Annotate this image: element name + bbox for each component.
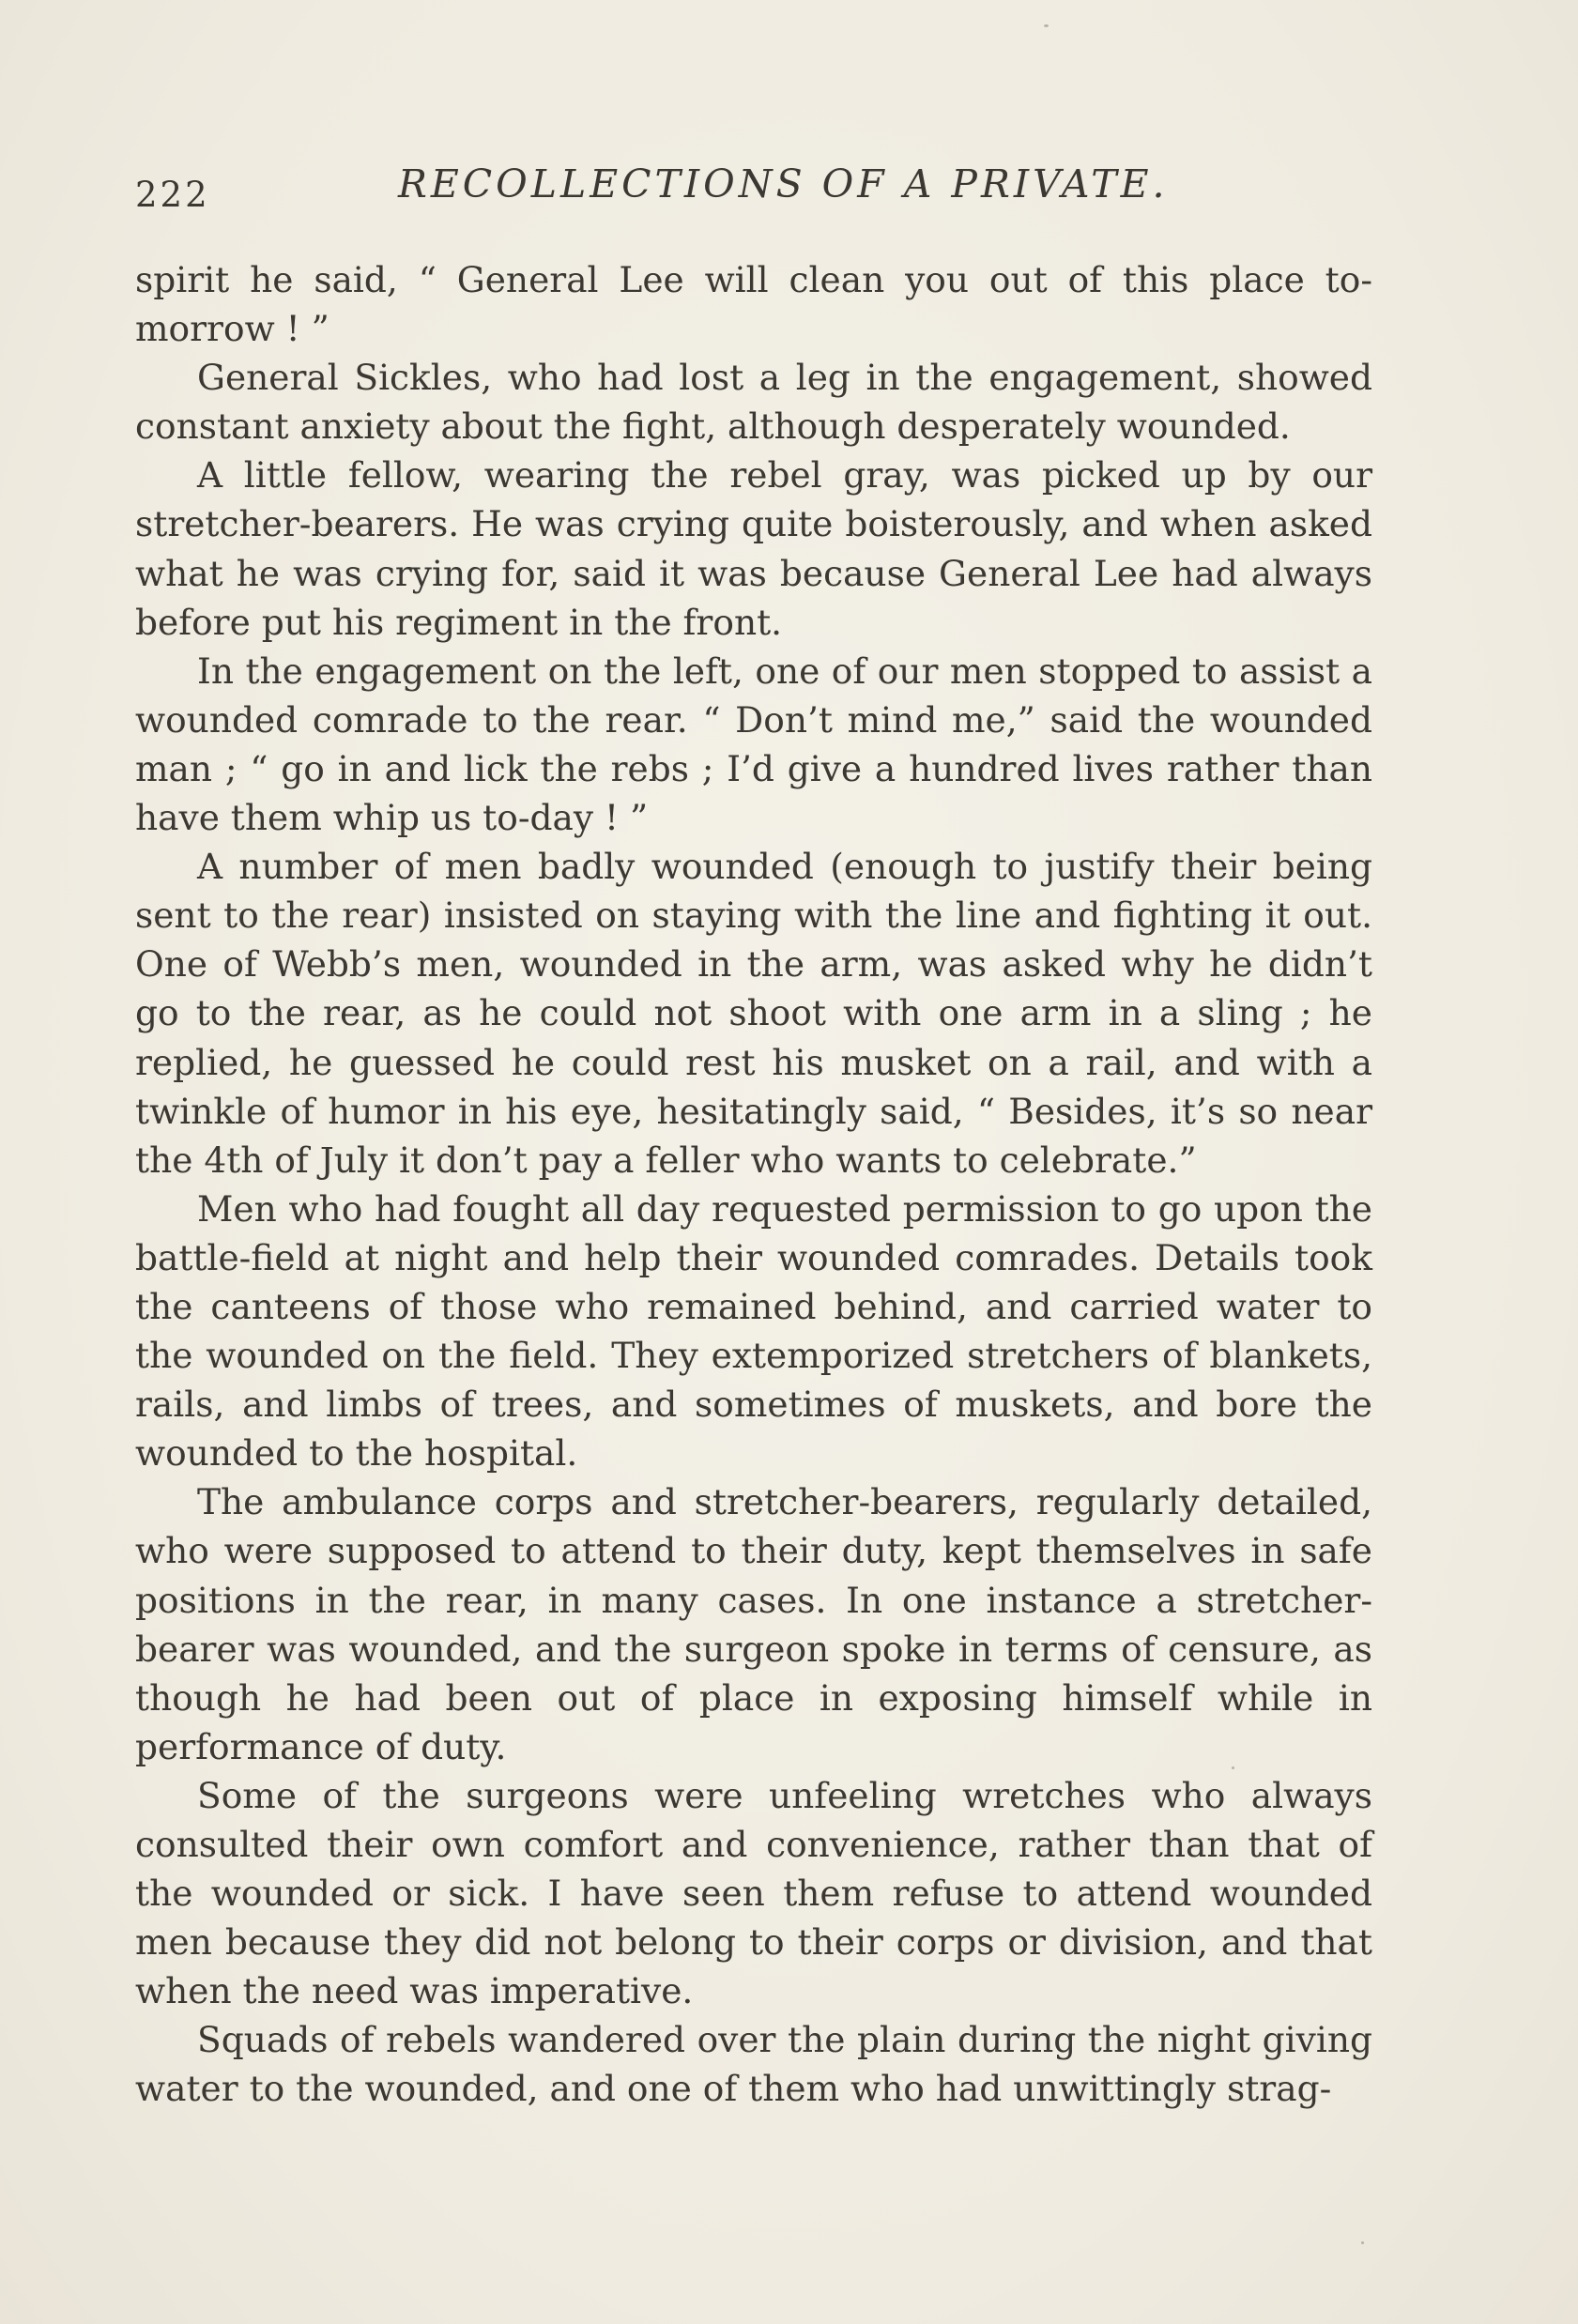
paper-speck bbox=[1044, 24, 1049, 27]
paragraph: Some of the surgeons were unfeeling wretches who always consulted their own comfort and convenience, rather than that of the wounded or sick. I have seen them refuse to attend wounded men because they did not belong to their corps or division, and that when the need was imperative. bbox=[135, 1774, 1372, 2012]
paragraph: Men who had fought all day requested permission to go upon the battle-field at night and help their wounded comrades. Details took the canteens of those who remained behind, and carried water to the wounded on the field. They extemporized stretchers of blankets, rails, and limbs of trees, and sometimes of muskets, and bore the wounded to the hospital. bbox=[135, 1187, 1372, 1475]
paragraph-continuation: spirit he said, “ General Lee will clean you out of this place to-morrow ! ” bbox=[135, 259, 1372, 350]
paragraph: In the engagement on the left, one of our men stopped to assist a wounded comrade to the rear. “ Don’t mind me,” said the wounded man ; “ go in and lick the rebs ; I’d give a hundred lives rather than have them whip us to-day ! ” bbox=[135, 650, 1372, 839]
paper-speck bbox=[1361, 2241, 1364, 2244]
page-number: 222 bbox=[135, 175, 210, 215]
page-header bbox=[135, 161, 1374, 218]
paragraph: General Sickles, who had lost a leg in the engagement, showed constant anxiety about the fight, although desperately wounded. bbox=[135, 357, 1372, 448]
paragraph: A little fellow, wearing the rebel gray, was picked up by our stretcher-bearers. He was crying quite boisterously, and when asked what he was crying for, said it was because General Lee had always before put his regiment in the front. bbox=[135, 454, 1372, 643]
paragraph: The ambulance corps and stretcher-bearers, regularly detailed, who were supposed to attend to their duty, kept themselves in safe positions in the rear, in many cases. In one instance a stretcher-bearer was wounded, and the surgeon spoke in terms of censure, as though he had been out of place in exposing himself while in performance of duty. bbox=[135, 1481, 1372, 1767]
body-text bbox=[135, 255, 1372, 2114]
running-head: RECOLLECTIONS OF A PRIVATE. bbox=[398, 161, 1169, 206]
paragraph-last: Squads of rebels wandered over the plain during the night giving water to the wounded, and one of them who had unwittingly strag- bbox=[135, 2019, 1372, 2110]
paragraph: A number of men badly wounded (enough to justify their being sent to the rear) insisted on staying with the line and fighting it out. One of Webb’s men, wounded in the arm, was asked why he didn’t go to the rear, as he could not shoot with one arm in a sling ; he replied, he guessed he could rest his musket on a rail, and with a twinkle of humor in his eye, hesitatingly said, “ Besides, it’s so near the 4th of July it don’t pay a feller who wants to celebrate.” bbox=[135, 846, 1372, 1181]
paper-speck bbox=[1232, 1766, 1234, 1769]
